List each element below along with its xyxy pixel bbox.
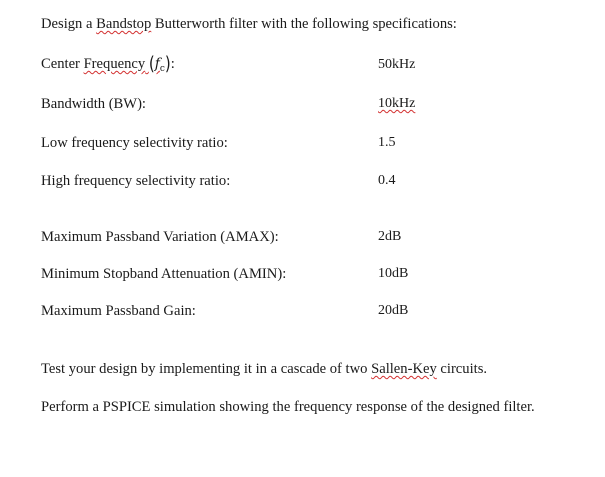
intro-text-start: Design a <box>41 16 97 32</box>
spellcheck-word-bandstop[interactable]: Bandstop <box>96 16 152 32</box>
spellcheck-word-10khz[interactable]: 10kHz <box>378 96 416 111</box>
intro-paragraph <box>41 15 457 33</box>
amin-label: Minimum Stopband Attenuation (AMIN): <box>41 266 287 282</box>
center-label-word: Frequency <box>83 56 146 72</box>
test-text-start: Test your design by implementing it in a cascade of two <box>41 361 372 377</box>
spellcheck-word-sallen-key[interactable]: Sallen-Key <box>371 361 437 377</box>
low-selectivity-value: 1.5 <box>378 135 396 150</box>
max-gain-label: Maximum Passband Gain: <box>41 303 196 319</box>
center-label-suffix: : <box>170 56 175 72</box>
fc-symbol-main: f <box>154 56 160 72</box>
center-frequency-value: 50kHz <box>378 57 416 72</box>
fc-symbol-sub: c <box>159 64 165 74</box>
bandwidth-value <box>378 95 415 113</box>
amax-value: 2dB <box>378 229 402 244</box>
test-paragraph <box>41 360 487 378</box>
high-selectivity-label: High frequency selectivity ratio: <box>41 173 231 189</box>
test-text-end: circuits. <box>436 361 488 377</box>
high-selectivity-value: 0.4 <box>378 173 396 188</box>
pspice-paragraph: Perform a PSPICE simulation showing the frequency response of the designed filter. <box>41 399 535 415</box>
low-selectivity-label: Low frequency selectivity ratio: <box>41 135 228 151</box>
paren-close: ) <box>164 51 171 75</box>
amin-value: 10dB <box>378 266 409 281</box>
paren-open: ( <box>148 51 155 75</box>
bandwidth-label: Bandwidth (BW): <box>41 96 146 112</box>
intro-text-end: Butterworth filter with the following specifications: <box>151 16 457 32</box>
spellcheck-word-frequency[interactable] <box>83 51 171 75</box>
amax-label: Maximum Passband Variation (AMAX): <box>41 229 279 245</box>
center-frequency-label <box>41 51 175 78</box>
max-gain-value: 20dB <box>378 303 409 318</box>
center-label-prefix: Center <box>41 56 84 72</box>
fc-symbol <box>155 56 165 72</box>
